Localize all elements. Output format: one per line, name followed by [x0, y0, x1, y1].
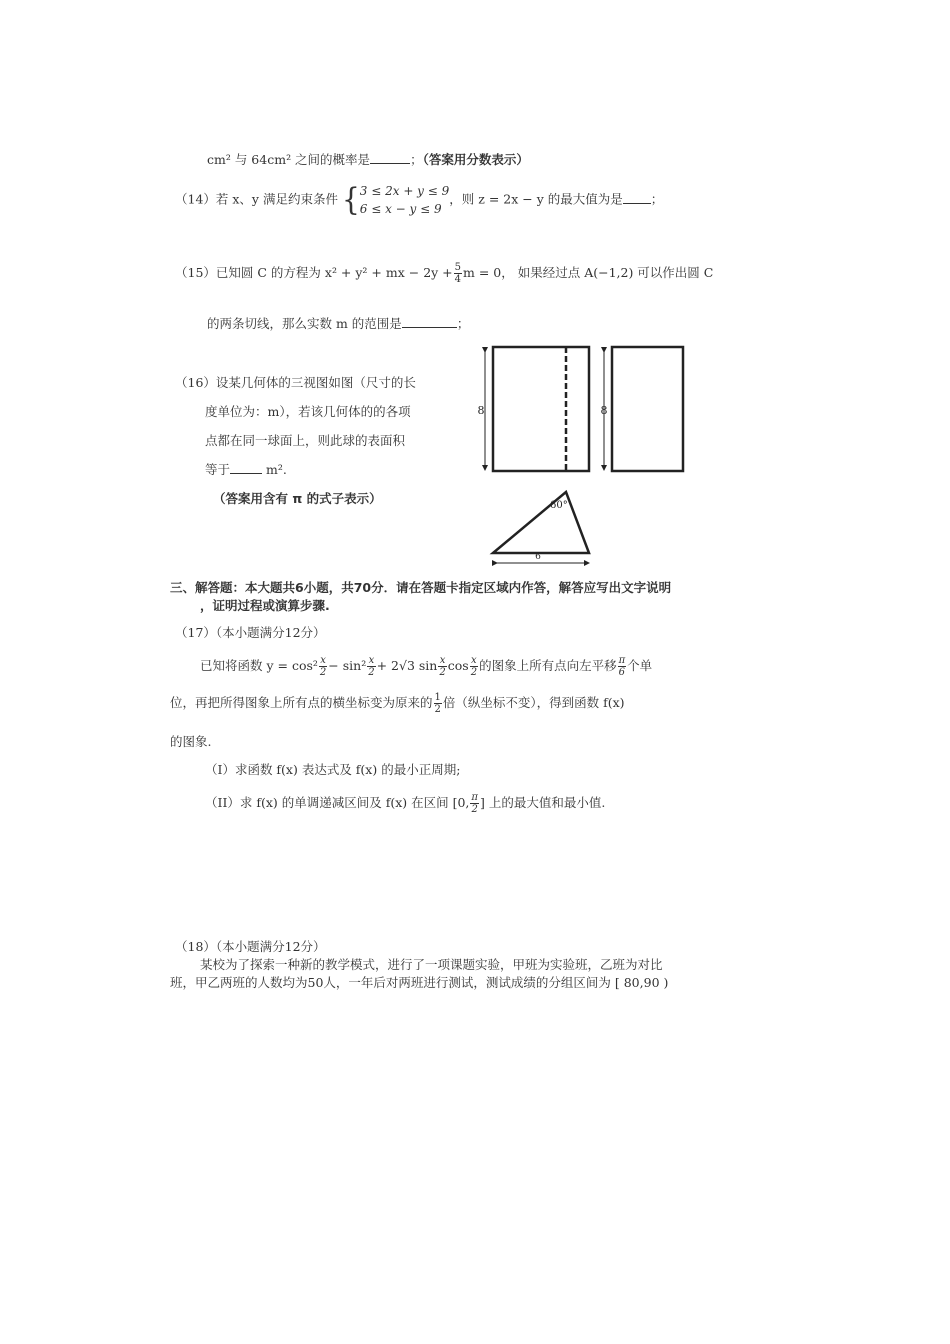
question-16-line4: 等于 m².: [205, 462, 287, 477]
fraction: $\frac{\pi}{6}$: [618, 655, 626, 678]
fraction: $\frac{5}{4}$: [454, 262, 462, 285]
constraint-system: 3 ≤ 2x + y ≤ 9 6 ≤ x − y ≤ 9: [359, 184, 450, 216]
question-18-line1: 某校为了探索一种新的教学模式，进行了一项课题实验，甲班为实验班，乙班为对比: [200, 957, 663, 972]
question-16-line2: 度单位为：m），若该几何体的的各项: [205, 404, 411, 419]
fraction: $\frac{1}{2}$: [434, 692, 441, 715]
question-14: （14）若 x、y 满足约束条件 { 3 ≤ 2x + y ≤ 9 6 ≤ x − y ≤ 9 ，则 z = 2x − y 的最大值为是 ；: [175, 181, 664, 218]
q13-tail: cm² 与 64cm² 之间的概率是 ；（答案用分数表示）: [207, 152, 529, 167]
question-17-line3: 的图象.: [170, 734, 212, 749]
question-15-line2: 的两条切线，那么实数 m 的范围是 ；: [207, 316, 470, 331]
side-view: [612, 347, 683, 471]
question-18-header: （18）（本小题满分12分）: [175, 939, 326, 954]
question-16-note: （答案用含有 π 的式子表示）: [213, 491, 382, 506]
question-15: （15）已知圆 C 的方程为 x² + y² + mx − 2y + $\frac{5}{4}$ m = 0， 如果经过点 A(−1,2) 可以作出圆 C: [175, 262, 714, 285]
fraction: $\frac{x}{2}$: [470, 655, 478, 678]
answer-blank: [402, 315, 457, 328]
brace-icon: {: [341, 181, 360, 218]
fraction: $\frac{x}{2}$: [368, 655, 375, 678]
question-16-line3: 点都在同一球面上，则此球的表面积: [205, 433, 406, 448]
top-view-triangle: [493, 492, 589, 553]
side-dimension-label: 8: [600, 404, 608, 417]
question-17-line1: 已知将函数 y = cos² $\frac{x}{2}$ − sin² $\frac{x}{2}$ + 2√3 sin $\frac{x}{2}$ cos $\frac{x}{2}$ 的图象上所有点向左平移 $\frac{\pi}{6}$ 个单: [200, 655, 653, 678]
answer-blank: [230, 461, 262, 474]
question-17-part2: （II）求 f(x) 的单调递减区间及 f(x) 在区间 [0, $\frac{\pi}{2}$ ] 上的最大值和最小值.: [205, 792, 606, 815]
angle-label: 60°: [550, 500, 568, 511]
fraction: $\frac{x}{2}$: [319, 655, 327, 678]
front-view: [493, 347, 589, 471]
fraction: $\frac{x}{2}$: [439, 655, 446, 678]
question-18-line2: 班，甲乙两班的人数均为50人，一年后对两班进行测试，测试成绩的分组区间为 [ 80,90 ): [170, 975, 669, 990]
question-17-part1: （I）求函数 f(x) 表达式及 f(x) 的最小正周期;: [205, 762, 461, 777]
answer-blank: [623, 191, 651, 204]
question-16-line1: （16）设某几何体的三视图如图（尺寸的长: [175, 375, 416, 390]
answer-blank: [370, 151, 410, 164]
question-17-header: （17）（本小题满分12分）: [175, 625, 326, 640]
three-view-figure: [470, 340, 700, 570]
fraction: $\frac{\pi}{2}$: [471, 792, 478, 815]
question-17-line2: 位，再把所得图象上所有点的横坐标变为原来的 $\frac{1}{2}$ 倍（纵坐标不变），得到函数 f(x): [170, 692, 625, 715]
section-3-heading: 三、解答题：本大题共6小题，共70分．请在答题卡指定区域内作答，解答应写出文字说明: [170, 580, 672, 595]
base-dimension-label: 6: [535, 552, 541, 562]
front-dimension-label: 8: [477, 404, 485, 417]
section-3-heading-line2: ，证明过程或演算步骤.: [200, 598, 330, 613]
